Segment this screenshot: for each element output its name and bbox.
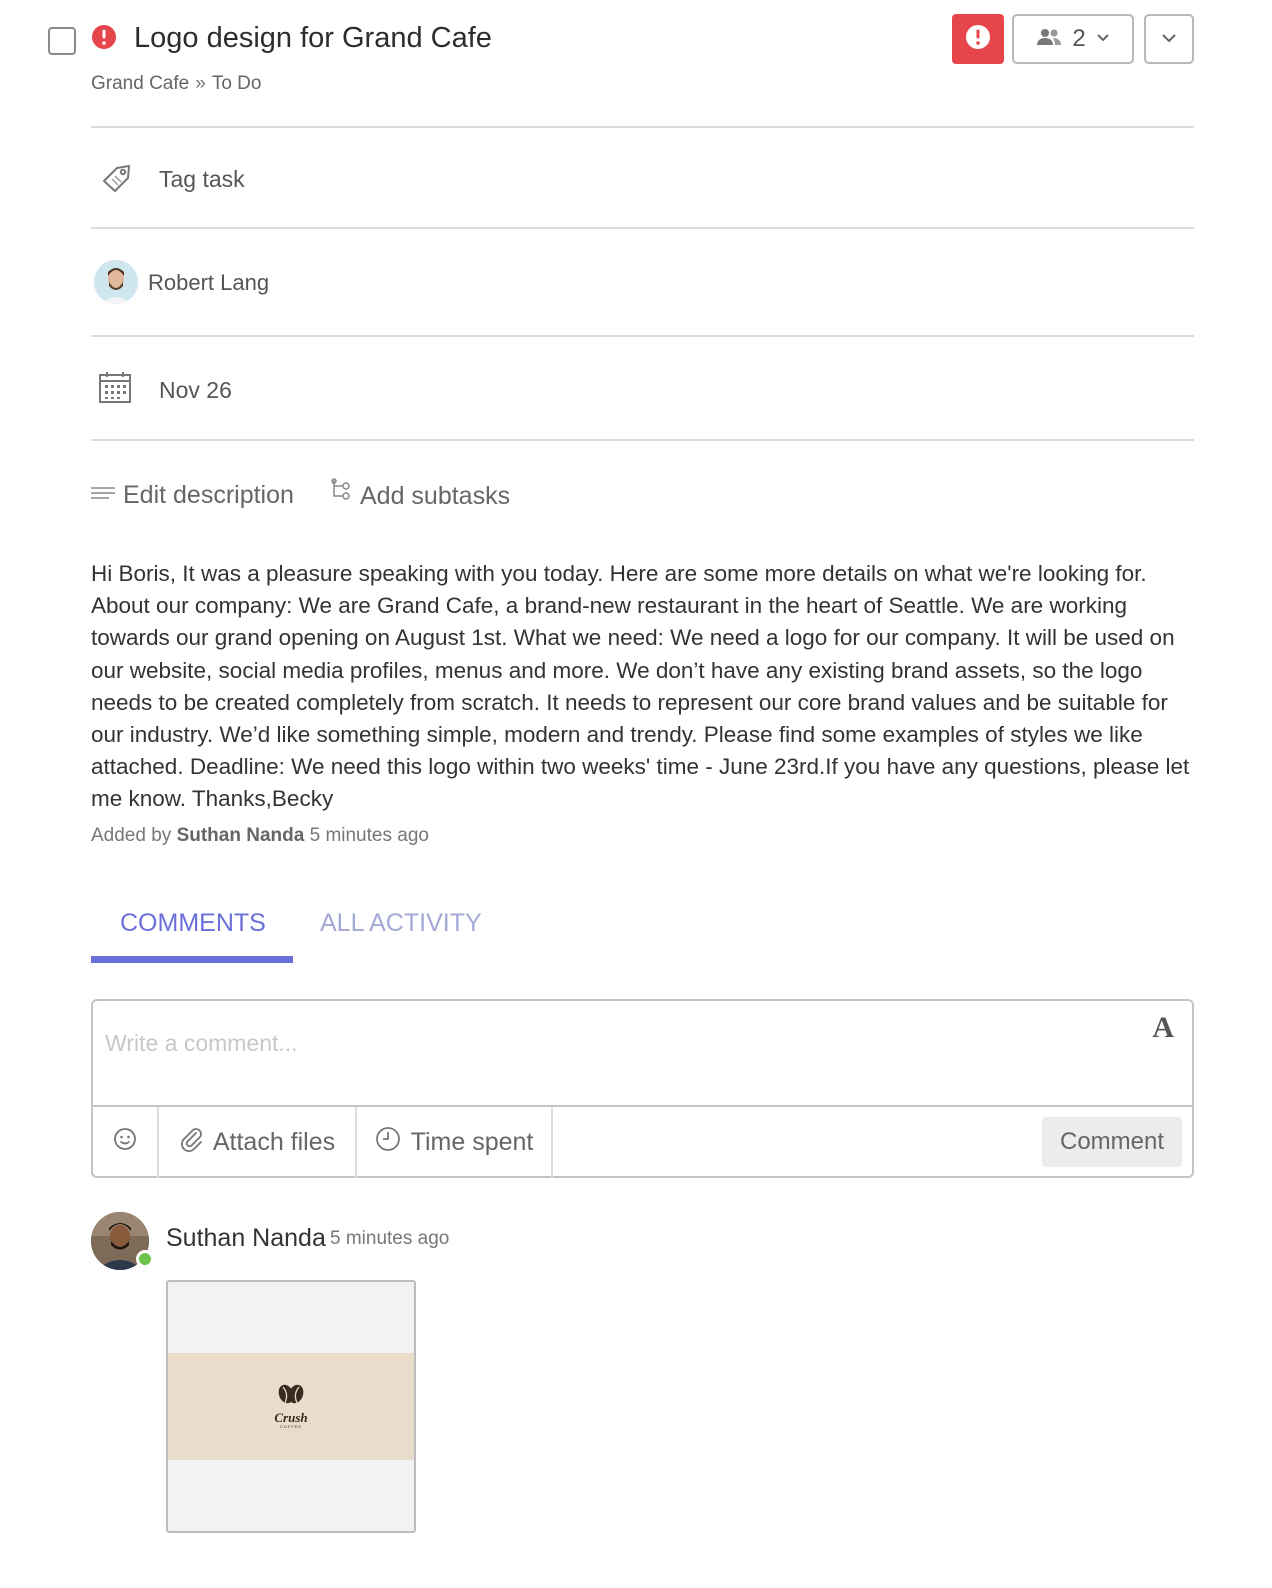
members-count: 2	[1072, 25, 1086, 52]
calendar-icon	[98, 370, 132, 409]
attach-files-label: Attach files	[212, 1128, 336, 1156]
divider	[91, 227, 1194, 229]
attachment-logo-subtext: COFFEE	[279, 1424, 303, 1429]
urgent-toggle-button[interactable]	[952, 14, 1004, 64]
add-subtasks-button[interactable]	[330, 478, 510, 513]
breadcrumb-project[interactable]: Grand Cafe	[91, 73, 190, 94]
smiley-icon	[113, 1127, 137, 1158]
active-tab-indicator	[91, 956, 293, 963]
breadcrumb-separator: »	[195, 73, 206, 94]
clock-icon	[375, 1126, 401, 1159]
tag-icon	[100, 162, 134, 201]
time-spent-label: Time spent	[410, 1128, 534, 1156]
task-description: Hi Boris, It was a pleasure speaking with you today. Here are some more details on what we're looking for. About our company: We are Grand Cafe, a brand-new restaurant in the heart of Seattle. We are working towards our grand opening on August 1st. What we need: We need a logo for our company. It will be used on our website, social media profiles, menus and more. We don’t have any existing brand assets, so the logo needs to be created completely from scratch. It needs to represent our core brand values and be suitable for our industry. We’d like something simple, modern and trendy. Please find some examples of styles we like attached. Deadline: We need this logo within two weeks' time - June 23rd.If you have any questions, please let me know. Thanks,Becky	[91, 561, 1190, 812]
online-status-indicator	[136, 1250, 154, 1268]
urgent-icon	[91, 24, 117, 50]
emoji-button[interactable]	[93, 1107, 159, 1178]
coffee-bean-logo-icon	[277, 1384, 305, 1411]
divider	[91, 335, 1194, 337]
comment-input[interactable]	[105, 1013, 1145, 1073]
chevron-down-icon	[1161, 30, 1177, 48]
assignee-name[interactable]: Robert Lang	[148, 270, 270, 295]
subtasks-icon	[330, 478, 352, 513]
divider	[91, 439, 1194, 441]
due-date[interactable]: Nov 26	[159, 377, 232, 403]
task-title[interactable]: Logo design for Grand Cafe	[134, 22, 492, 54]
urgent-icon	[965, 24, 991, 55]
added-by-prefix: Added by	[91, 825, 172, 846]
paperclip-icon	[179, 1126, 203, 1159]
added-time: 5 minutes ago	[309, 825, 429, 846]
added-by-user[interactable]: Suthan Nanda	[176, 825, 305, 846]
breadcrumb	[91, 72, 261, 96]
breadcrumb-list[interactable]: To Do	[211, 73, 262, 94]
more-options-button[interactable]	[1144, 14, 1194, 64]
text-format-button[interactable]: A	[1152, 1011, 1174, 1044]
comment-submit-button[interactable]: Comment	[1042, 1117, 1182, 1167]
add-subtasks-label: Add subtasks	[360, 481, 511, 510]
composer-toolbar	[93, 1105, 1192, 1178]
assignee-avatar	[94, 260, 138, 304]
description-lines-icon	[91, 478, 115, 512]
description-meta	[91, 824, 429, 848]
task-complete-checkbox[interactable]	[48, 27, 76, 55]
members-icon	[1036, 27, 1062, 52]
attachment-logo-text: Crush	[274, 1410, 308, 1425]
comment-attachment-thumbnail[interactable]	[166, 1280, 416, 1533]
tab-comments[interactable]: COMMENTS	[120, 909, 266, 937]
time-spent-button[interactable]	[357, 1107, 553, 1178]
divider	[91, 126, 1194, 128]
tab-all-activity[interactable]: ALL ACTIVITY	[320, 909, 482, 937]
attachment-preview-band	[168, 1353, 414, 1460]
tag-task-button[interactable]: Tag task	[159, 166, 245, 192]
attach-files-button[interactable]	[159, 1107, 357, 1178]
chevron-down-icon	[1096, 30, 1110, 48]
comment-author-name[interactable]: Suthan Nanda	[166, 1224, 326, 1252]
comment-composer	[91, 999, 1194, 1178]
edit-description-button[interactable]	[91, 478, 294, 512]
comment-timestamp: 5 minutes ago	[330, 1228, 450, 1249]
members-button[interactable]	[1012, 14, 1134, 64]
edit-description-label: Edit description	[123, 481, 294, 509]
